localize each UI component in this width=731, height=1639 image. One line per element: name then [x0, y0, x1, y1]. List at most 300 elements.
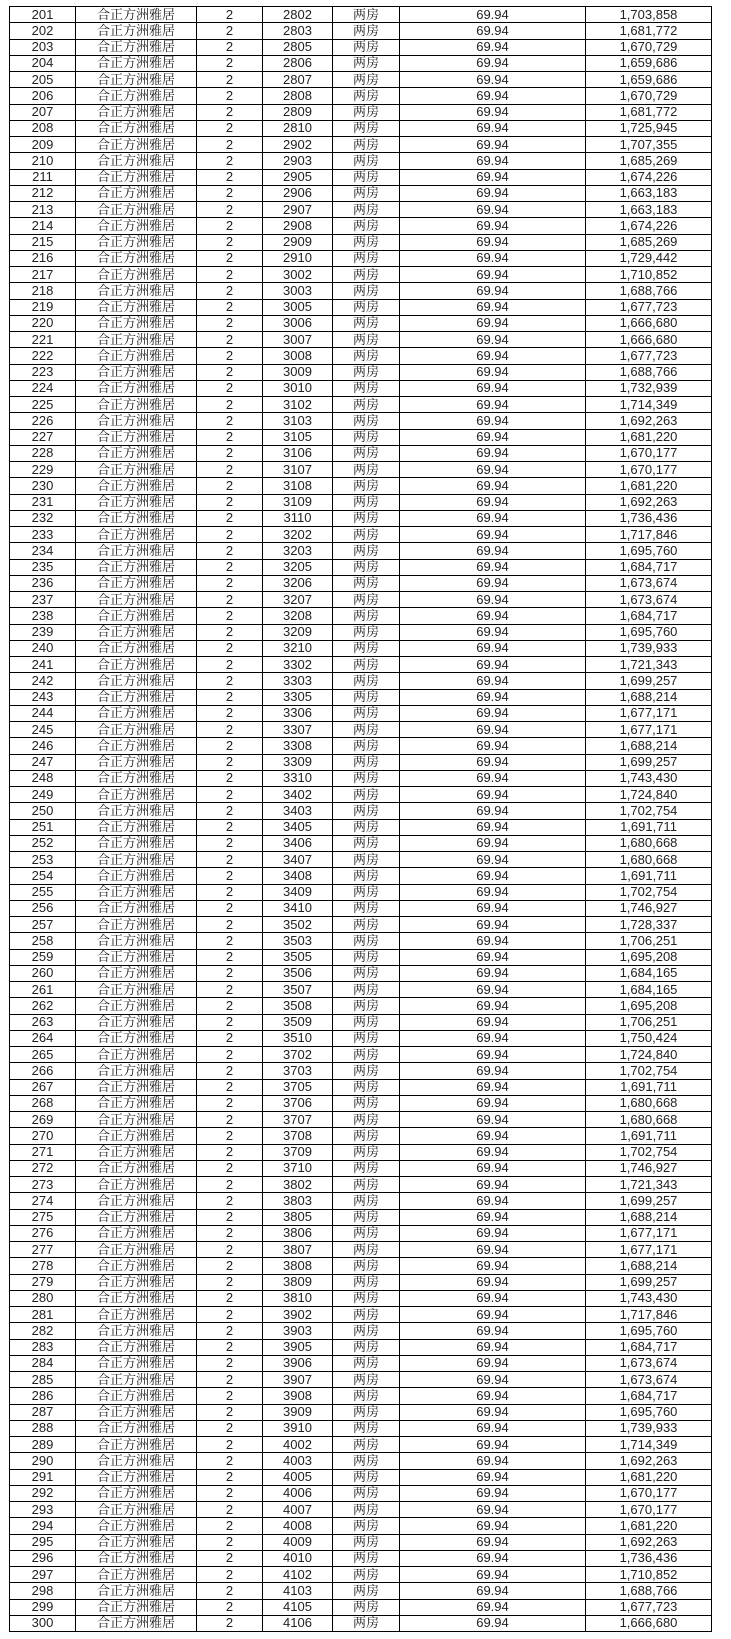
layout-cell: 两房: [333, 299, 400, 315]
project-name-cell: 合正方洲雅居: [76, 299, 197, 315]
row-number-cell: 270: [10, 1128, 76, 1144]
building-cell: 2: [197, 23, 263, 39]
table-row: [10, 819, 712, 835]
table-row: [10, 559, 712, 575]
layout-cell: 两房: [333, 657, 400, 673]
area-cell: 69.94: [400, 852, 586, 868]
table-row: [10, 689, 712, 705]
project-name-cell: 合正方洲雅居: [76, 917, 197, 933]
table-row: [10, 250, 712, 266]
row-number-cell: 238: [10, 608, 76, 624]
area-cell: 69.94: [400, 137, 586, 153]
row-number-cell: 227: [10, 429, 76, 445]
unit-number-cell: 3907: [263, 1372, 333, 1388]
area-cell: 69.94: [400, 1112, 586, 1128]
total-price-cell: 1,710,852: [586, 1567, 712, 1583]
project-name-cell: 合正方洲雅居: [76, 1567, 197, 1583]
unit-number-cell: 3308: [263, 738, 333, 754]
unit-number-cell: 3808: [263, 1258, 333, 1274]
table-row: [10, 364, 712, 380]
table-row: [10, 462, 712, 478]
unit-number-cell: 3105: [263, 429, 333, 445]
building-cell: 2: [197, 1323, 263, 1339]
layout-cell: 两房: [333, 624, 400, 640]
row-number-cell: 279: [10, 1274, 76, 1290]
row-number-cell: 286: [10, 1388, 76, 1404]
building-cell: 2: [197, 624, 263, 640]
layout-cell: 两房: [333, 1225, 400, 1241]
project-name-cell: 合正方洲雅居: [76, 1128, 197, 1144]
table-row: [10, 1502, 712, 1518]
layout-cell: 两房: [333, 1420, 400, 1436]
project-name-cell: 合正方洲雅居: [76, 900, 197, 916]
project-name-cell: 合正方洲雅居: [76, 510, 197, 526]
row-number-cell: 243: [10, 689, 76, 705]
area-cell: 69.94: [400, 445, 586, 461]
table-row: [10, 657, 712, 673]
project-name-cell: 合正方洲雅居: [76, 202, 197, 218]
table-row: [10, 803, 712, 819]
table-row: [10, 1372, 712, 1388]
total-price-cell: 1,695,760: [586, 1404, 712, 1420]
project-name-cell: 合正方洲雅居: [76, 884, 197, 900]
unit-number-cell: 3409: [263, 884, 333, 900]
total-price-cell: 1,677,723: [586, 1599, 712, 1615]
layout-cell: 两房: [333, 738, 400, 754]
area-cell: 69.94: [400, 429, 586, 445]
building-cell: 2: [197, 1437, 263, 1453]
area-cell: 69.94: [400, 949, 586, 965]
area-cell: 69.94: [400, 1063, 586, 1079]
table-row: [10, 348, 712, 364]
area-cell: 69.94: [400, 575, 586, 591]
table-row: [10, 738, 712, 754]
project-name-cell: 合正方洲雅居: [76, 657, 197, 673]
building-cell: 2: [197, 1144, 263, 1160]
table-row: [10, 575, 712, 591]
layout-cell: 两房: [333, 1437, 400, 1453]
area-cell: 69.94: [400, 1242, 586, 1258]
total-price-cell: 1,673,674: [586, 575, 712, 591]
project-name-cell: 合正方洲雅居: [76, 738, 197, 754]
area-cell: 69.94: [400, 283, 586, 299]
table-row: [10, 868, 712, 884]
table-row: [10, 1339, 712, 1355]
table-row: [10, 835, 712, 851]
unit-number-cell: 3810: [263, 1290, 333, 1306]
building-cell: 2: [197, 559, 263, 575]
total-price-cell: 1,739,933: [586, 640, 712, 656]
unit-number-cell: 2907: [263, 202, 333, 218]
row-number-cell: 244: [10, 705, 76, 721]
unit-number-cell: 3007: [263, 332, 333, 348]
project-name-cell: 合正方洲雅居: [76, 234, 197, 250]
layout-cell: 两房: [333, 1112, 400, 1128]
row-number-cell: 288: [10, 1420, 76, 1436]
table-row: [10, 1242, 712, 1258]
layout-cell: 两房: [333, 787, 400, 803]
unit-number-cell: 3408: [263, 868, 333, 884]
building-cell: 2: [197, 1209, 263, 1225]
project-name-cell: 合正方洲雅居: [76, 1063, 197, 1079]
project-name-cell: 合正方洲雅居: [76, 965, 197, 981]
project-name-cell: 合正方洲雅居: [76, 1372, 197, 1388]
layout-cell: 两房: [333, 462, 400, 478]
area-cell: 69.94: [400, 1420, 586, 1436]
table-row: [10, 153, 712, 169]
layout-cell: 两房: [333, 478, 400, 494]
layout-cell: 两房: [333, 1128, 400, 1144]
unit-number-cell: 3805: [263, 1209, 333, 1225]
building-cell: 2: [197, 380, 263, 396]
area-cell: 69.94: [400, 1534, 586, 1550]
table-row: [10, 413, 712, 429]
unit-number-cell: 3503: [263, 933, 333, 949]
unit-number-cell: 3210: [263, 640, 333, 656]
table-row: [10, 705, 712, 721]
row-number-cell: 210: [10, 153, 76, 169]
building-cell: 2: [197, 445, 263, 461]
row-number-cell: 264: [10, 1030, 76, 1046]
building-cell: 2: [197, 527, 263, 543]
layout-cell: 两房: [333, 1469, 400, 1485]
area-cell: 69.94: [400, 169, 586, 185]
building-cell: 2: [197, 510, 263, 526]
layout-cell: 两房: [333, 868, 400, 884]
row-number-cell: 220: [10, 315, 76, 331]
total-price-cell: 1,714,349: [586, 397, 712, 413]
total-price-cell: 1,725,945: [586, 120, 712, 136]
total-price-cell: 1,673,674: [586, 592, 712, 608]
area-cell: 69.94: [400, 1193, 586, 1209]
unit-number-cell: 3202: [263, 527, 333, 543]
layout-cell: 两房: [333, 104, 400, 120]
layout-cell: 两房: [333, 1453, 400, 1469]
unit-number-cell: 3006: [263, 315, 333, 331]
building-cell: 2: [197, 852, 263, 868]
row-number-cell: 233: [10, 527, 76, 543]
area-cell: 69.94: [400, 1274, 586, 1290]
unit-number-cell: 3809: [263, 1274, 333, 1290]
row-number-cell: 268: [10, 1095, 76, 1111]
area-cell: 69.94: [400, 933, 586, 949]
area-cell: 69.94: [400, 1404, 586, 1420]
layout-cell: 两房: [333, 1583, 400, 1599]
area-cell: 69.94: [400, 1518, 586, 1534]
unit-number-cell: 2803: [263, 23, 333, 39]
row-number-cell: 291: [10, 1469, 76, 1485]
project-name-cell: 合正方洲雅居: [76, 169, 197, 185]
project-name-cell: 合正方洲雅居: [76, 803, 197, 819]
row-number-cell: 283: [10, 1339, 76, 1355]
project-name-cell: 合正方洲雅居: [76, 559, 197, 575]
area-cell: 69.94: [400, 267, 586, 283]
building-cell: 2: [197, 673, 263, 689]
unit-number-cell: 3309: [263, 754, 333, 770]
unit-number-cell: 3110: [263, 510, 333, 526]
area-cell: 69.94: [400, 640, 586, 656]
area-cell: 69.94: [400, 218, 586, 234]
row-number-cell: 297: [10, 1567, 76, 1583]
layout-cell: 两房: [333, 1030, 400, 1046]
layout-cell: 两房: [333, 1274, 400, 1290]
building-cell: 2: [197, 982, 263, 998]
unit-number-cell: 3708: [263, 1128, 333, 1144]
project-name-cell: 合正方洲雅居: [76, 1144, 197, 1160]
total-price-cell: 1,674,226: [586, 218, 712, 234]
table-row: [10, 1047, 712, 1063]
row-number-cell: 294: [10, 1518, 76, 1534]
unit-number-cell: 2806: [263, 55, 333, 71]
row-number-cell: 285: [10, 1372, 76, 1388]
layout-cell: 两房: [333, 218, 400, 234]
total-price-cell: 1,699,257: [586, 673, 712, 689]
unit-number-cell: 2909: [263, 234, 333, 250]
layout-cell: 两房: [333, 689, 400, 705]
total-price-cell: 1,728,337: [586, 917, 712, 933]
unit-number-cell: 3310: [263, 770, 333, 786]
total-price-cell: 1,684,717: [586, 608, 712, 624]
row-number-cell: 295: [10, 1534, 76, 1550]
total-price-cell: 1,692,263: [586, 413, 712, 429]
project-name-cell: 合正方洲雅居: [76, 104, 197, 120]
layout-cell: 两房: [333, 1372, 400, 1388]
building-cell: 2: [197, 1258, 263, 1274]
total-price-cell: 1,677,171: [586, 1242, 712, 1258]
table-row: [10, 998, 712, 1014]
price-list-table: [9, 6, 712, 1632]
row-number-cell: 255: [10, 884, 76, 900]
area-cell: 69.94: [400, 770, 586, 786]
building-cell: 2: [197, 705, 263, 721]
total-price-cell: 1,681,772: [586, 104, 712, 120]
row-number-cell: 230: [10, 478, 76, 494]
row-number-cell: 253: [10, 852, 76, 868]
unit-number-cell: 3707: [263, 1112, 333, 1128]
layout-cell: 两房: [333, 137, 400, 153]
layout-cell: 两房: [333, 1193, 400, 1209]
area-cell: 69.94: [400, 120, 586, 136]
table-row: [10, 169, 712, 185]
row-number-cell: 217: [10, 267, 76, 283]
unit-number-cell: 3106: [263, 445, 333, 461]
total-price-cell: 1,663,183: [586, 185, 712, 201]
area-cell: 69.94: [400, 559, 586, 575]
building-cell: 2: [197, 234, 263, 250]
area-cell: 69.94: [400, 250, 586, 266]
unit-number-cell: 3209: [263, 624, 333, 640]
layout-cell: 两房: [333, 1177, 400, 1193]
row-number-cell: 212: [10, 185, 76, 201]
table-row: [10, 315, 712, 331]
unit-number-cell: 2807: [263, 72, 333, 88]
table-row: [10, 478, 712, 494]
total-price-cell: 1,702,754: [586, 884, 712, 900]
table-row: [10, 7, 712, 23]
project-name-cell: 合正方洲雅居: [76, 250, 197, 266]
row-number-cell: 281: [10, 1307, 76, 1323]
unit-number-cell: 2805: [263, 39, 333, 55]
total-price-cell: 1,702,754: [586, 1144, 712, 1160]
row-number-cell: 245: [10, 722, 76, 738]
table-row: [10, 1567, 712, 1583]
area-cell: 69.94: [400, 689, 586, 705]
project-name-cell: 合正方洲雅居: [76, 218, 197, 234]
layout-cell: 两房: [333, 1404, 400, 1420]
building-cell: 2: [197, 1047, 263, 1063]
area-cell: 69.94: [400, 234, 586, 250]
project-name-cell: 合正方洲雅居: [76, 429, 197, 445]
unit-number-cell: 4009: [263, 1534, 333, 1550]
building-cell: 2: [197, 267, 263, 283]
layout-cell: 两房: [333, 852, 400, 868]
row-number-cell: 225: [10, 397, 76, 413]
total-price-cell: 1,680,668: [586, 1112, 712, 1128]
project-name-cell: 合正方洲雅居: [76, 1014, 197, 1030]
row-number-cell: 214: [10, 218, 76, 234]
row-number-cell: 204: [10, 55, 76, 71]
building-cell: 2: [197, 413, 263, 429]
row-number-cell: 221: [10, 332, 76, 348]
layout-cell: 两房: [333, 234, 400, 250]
building-cell: 2: [197, 1063, 263, 1079]
row-number-cell: 239: [10, 624, 76, 640]
unit-number-cell: 3902: [263, 1307, 333, 1323]
building-cell: 2: [197, 1518, 263, 1534]
total-price-cell: 1,681,220: [586, 429, 712, 445]
total-price-cell: 1,736,436: [586, 1550, 712, 1566]
building-cell: 2: [197, 332, 263, 348]
total-price-cell: 1,688,214: [586, 1258, 712, 1274]
project-name-cell: 合正方洲雅居: [76, 1485, 197, 1501]
area-cell: 69.94: [400, 527, 586, 543]
layout-cell: 两房: [333, 1550, 400, 1566]
total-price-cell: 1,663,183: [586, 202, 712, 218]
building-cell: 2: [197, 787, 263, 803]
layout-cell: 两房: [333, 1063, 400, 1079]
table-row: [10, 982, 712, 998]
row-number-cell: 209: [10, 137, 76, 153]
table-row: [10, 1550, 712, 1566]
project-name-cell: 合正方洲雅居: [76, 1404, 197, 1420]
total-price-cell: 1,677,171: [586, 1225, 712, 1241]
building-cell: 2: [197, 1567, 263, 1583]
table-row: [10, 1534, 712, 1550]
unit-number-cell: 3506: [263, 965, 333, 981]
building-cell: 2: [197, 949, 263, 965]
building-cell: 2: [197, 494, 263, 510]
total-price-cell: 1,677,723: [586, 348, 712, 364]
area-cell: 69.94: [400, 673, 586, 689]
total-price-cell: 1,743,430: [586, 770, 712, 786]
area-cell: 69.94: [400, 1160, 586, 1176]
building-cell: 2: [197, 1128, 263, 1144]
layout-cell: 两房: [333, 575, 400, 591]
building-cell: 2: [197, 1290, 263, 1306]
area-cell: 69.94: [400, 803, 586, 819]
row-number-cell: 228: [10, 445, 76, 461]
row-number-cell: 249: [10, 787, 76, 803]
row-number-cell: 290: [10, 1453, 76, 1469]
row-number-cell: 232: [10, 510, 76, 526]
unit-number-cell: 2906: [263, 185, 333, 201]
building-cell: 2: [197, 640, 263, 656]
unit-number-cell: 3802: [263, 1177, 333, 1193]
table-row: [10, 88, 712, 104]
building-cell: 2: [197, 803, 263, 819]
area-cell: 69.94: [400, 1095, 586, 1111]
building-cell: 2: [197, 1112, 263, 1128]
total-price-cell: 1,670,177: [586, 445, 712, 461]
area-cell: 69.94: [400, 1485, 586, 1501]
area-cell: 69.94: [400, 88, 586, 104]
unit-number-cell: 3905: [263, 1339, 333, 1355]
table-row: [10, 770, 712, 786]
total-price-cell: 1,714,349: [586, 1437, 712, 1453]
area-cell: 69.94: [400, 1550, 586, 1566]
project-name-cell: 合正方洲雅居: [76, 380, 197, 396]
table-row: [10, 1388, 712, 1404]
table-row: [10, 1274, 712, 1290]
layout-cell: 两房: [333, 1160, 400, 1176]
layout-cell: 两房: [333, 23, 400, 39]
area-cell: 69.94: [400, 982, 586, 998]
unit-number-cell: 3403: [263, 803, 333, 819]
total-price-cell: 1,677,171: [586, 722, 712, 738]
table-row: [10, 1518, 712, 1534]
unit-number-cell: 4102: [263, 1567, 333, 1583]
building-cell: 2: [197, 1160, 263, 1176]
project-name-cell: 合正方洲雅居: [76, 88, 197, 104]
unit-number-cell: 2810: [263, 120, 333, 136]
layout-cell: 两房: [333, 153, 400, 169]
project-name-cell: 合正方洲雅居: [76, 1209, 197, 1225]
row-number-cell: 203: [10, 39, 76, 55]
project-name-cell: 合正方洲雅居: [76, 1388, 197, 1404]
unit-number-cell: 4002: [263, 1437, 333, 1453]
building-cell: 2: [197, 1502, 263, 1518]
area-cell: 69.94: [400, 1388, 586, 1404]
table-row: [10, 1112, 712, 1128]
table-row: [10, 494, 712, 510]
unit-number-cell: 3102: [263, 397, 333, 413]
total-price-cell: 1,729,442: [586, 250, 712, 266]
row-number-cell: 293: [10, 1502, 76, 1518]
project-name-cell: 合正方洲雅居: [76, 153, 197, 169]
row-number-cell: 251: [10, 819, 76, 835]
layout-cell: 两房: [333, 55, 400, 71]
row-number-cell: 241: [10, 657, 76, 673]
total-price-cell: 1,670,729: [586, 88, 712, 104]
project-name-cell: 合正方洲雅居: [76, 640, 197, 656]
layout-cell: 两房: [333, 445, 400, 461]
unit-number-cell: 3908: [263, 1388, 333, 1404]
area-cell: 69.94: [400, 819, 586, 835]
table-row: [10, 202, 712, 218]
unit-number-cell: 3103: [263, 413, 333, 429]
building-cell: 2: [197, 1583, 263, 1599]
total-price-cell: 1,724,840: [586, 1047, 712, 1063]
project-name-cell: 合正方洲雅居: [76, 1615, 197, 1631]
area-cell: 69.94: [400, 1372, 586, 1388]
table-row: [10, 1160, 712, 1176]
area-cell: 69.94: [400, 1307, 586, 1323]
total-price-cell: 1,692,263: [586, 494, 712, 510]
row-number-cell: 289: [10, 1437, 76, 1453]
layout-cell: 两房: [333, 364, 400, 380]
unit-number-cell: 4106: [263, 1615, 333, 1631]
table-row: [10, 1030, 712, 1046]
